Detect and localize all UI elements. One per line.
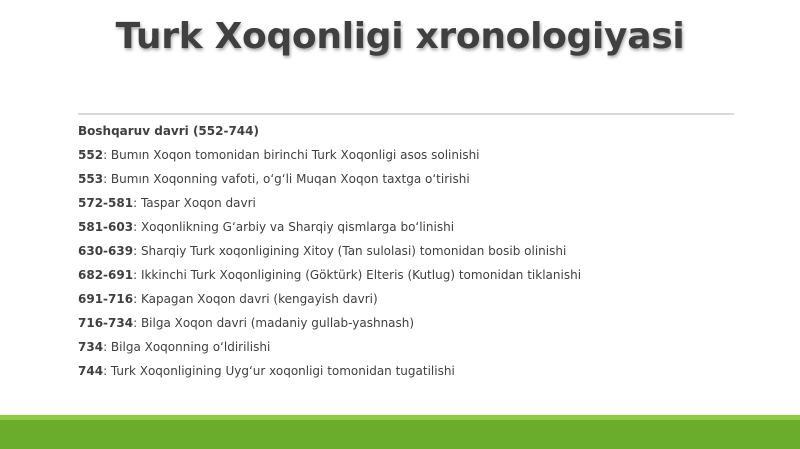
event-year: 716-734: [78, 316, 134, 330]
section-heading: Boshqaruv davri (552-744): [78, 124, 259, 138]
bottom-accent-highlight: [0, 415, 800, 420]
event-text: Sharqiy Turk xoqonligining Xitoy (Tan sulolasi) tomonidan bosib olinishi: [140, 244, 567, 258]
event-year: 572-581: [78, 196, 134, 210]
event-text: Bumın Xoqonning vafoti, oʻgʻli Muqan Xoqon taxtga oʻtirishi: [110, 172, 470, 186]
event-year: 630-639: [78, 244, 134, 258]
event-year: 581-603: [78, 220, 134, 234]
event-item: 744: Turk Xoqonligining Uygʻur xoqonligi tomonidan tugatilishi: [78, 364, 455, 378]
event-text: Turk Xoqonligining Uygʻur xoqonligi tomonidan tugatilishi: [110, 364, 455, 378]
event-text: Xoqonlikning Gʻarbiy va Sharqiy qismlarga boʻlinishi: [140, 220, 455, 234]
event-text: Kapagan Xoqon davri (kengayish davri): [140, 292, 378, 306]
event-year: 553: [78, 172, 104, 186]
event-item: 581-603: Xoqonlikning Gʻarbiy va Sharqiy qismlarga boʻlinishi: [78, 220, 455, 234]
slide-title: Turk Xoqonligi xronologiyasi: [115, 16, 685, 57]
event-year: 691-716: [78, 292, 134, 306]
event-year: 744: [78, 364, 104, 378]
event-year: 682-691: [78, 268, 134, 282]
event-text: Bilga Xoqon davri (madaniy gullab-yashnash): [140, 316, 415, 330]
title-divider: [78, 113, 734, 115]
event-text: Taspar Xoqon davri: [140, 196, 256, 210]
event-year: 552: [78, 148, 104, 162]
event-list: [78, 146, 738, 386]
slide-content: [78, 122, 738, 386]
event-item: 716-734: Bilga Xoqon davri (madaniy gullab-yashnash): [78, 316, 415, 330]
event-item: 553: Bumın Xoqonning vafoti, oʻgʻli Muqan Xoqon taxtga oʻtirishi: [78, 172, 470, 186]
event-text: Ikkinchi Turk Xoqonligining (Göktürk) Elteris (Kutlug) tomonidan tiklanishi: [140, 268, 582, 282]
event-text: Bilga Xoqonning oʻldirilishi: [110, 340, 271, 354]
event-item: 682-691: Ikkinchi Turk Xoqonligining (Göktürk) Elteris (Kutlug) tomonidan tiklanishi: [78, 268, 582, 282]
event-text: Bumın Xoqon tomonidan birinchi Turk Xoqonligi asos solinishi: [110, 148, 480, 162]
event-item: 734: Bilga Xoqonning oʻldirilishi: [78, 340, 271, 354]
event-item: 572-581: Taspar Xoqon davri: [78, 196, 256, 210]
event-item: 630-639: Sharqiy Turk xoqonligining Xitoy (Tan sulolasi) tomonidan bosib olinishi: [78, 244, 567, 258]
event-item: 691-716: Kapagan Xoqon davri (kengayish davri): [78, 292, 378, 306]
event-item: 552: Bumın Xoqon tomonidan birinchi Turk Xoqonligi asos solinishi: [78, 148, 480, 162]
bottom-accent-bar: [0, 415, 800, 449]
event-year: 734: [78, 340, 104, 354]
